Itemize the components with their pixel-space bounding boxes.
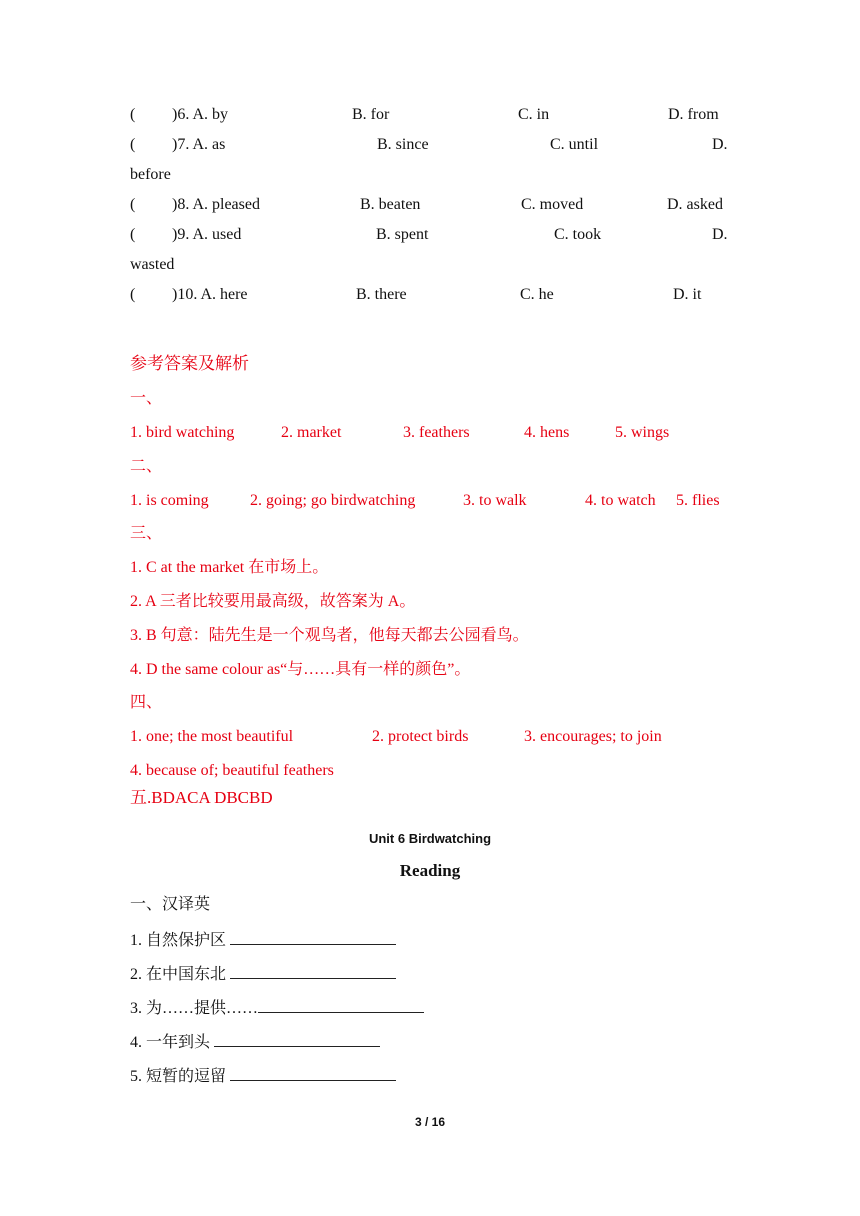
answer-item: 2. going; go birdwatching [250,492,416,509]
option-d: D. it [673,286,702,303]
option-d: D. [712,226,728,243]
answer-item: 2. protect birds [372,728,469,745]
answer-item: 1. bird watching [130,424,235,441]
answers-section-2-label: 二、 [130,458,163,475]
question-stem: )10. A. here [172,286,248,303]
answers-section-4-label: 四、 [130,694,163,711]
exercise-item [130,1031,380,1053]
exercise-prompt: 4. 一年到头 [130,1034,211,1051]
answer-item: 5. wings [615,424,670,441]
option-b: B. beaten [360,196,421,213]
option-b: B. for [352,106,390,123]
option-b: B. there [356,286,407,303]
exercise-item [130,997,424,1019]
answer-explanation: 1. C at the market 在市场上。 [130,559,329,576]
answer-item: 2. market [281,424,342,441]
answer-item: 3. to walk [463,492,527,509]
answer-item: 1. is coming [130,492,209,509]
option-d: D. from [668,106,719,123]
answers-section-5: 五.BDACA DBCBD [130,788,273,807]
exercise-item [130,1065,396,1087]
exercise-item [130,929,396,951]
question-stem: )7. A. as [172,136,226,153]
answer-explanation: 3. B 句意：陆先生是一个观鸟者，他每天都去公园看鸟。 [130,627,529,644]
question-stem: )8. A. pleased [172,196,260,213]
answer-item: 5. flies [676,492,720,509]
question-stem: )9. A. used [172,226,242,243]
answer-paren: ( [130,136,136,153]
exercise-prompt: 1. 自然保护区 [130,932,227,949]
option-b: B. spent [376,226,429,243]
answer-blank[interactable] [258,997,424,1013]
section-title: Reading [399,861,461,880]
answer-paren: ( [130,286,136,303]
option-d-text: before [130,166,171,183]
option-b: B. since [377,136,429,153]
option-d: D. [712,136,728,153]
answer-item: 3. feathers [403,424,470,441]
exercise-prompt: 2. 在中国东北 [130,966,227,983]
answer-item: 4. because of; beautiful feathers [130,762,334,779]
answer-blank[interactable] [230,963,396,979]
question-stem: )6. A. by [172,106,228,123]
option-c: C. he [520,286,554,303]
answer-paren: ( [130,226,136,243]
exercise-heading: 一、汉译英 [130,896,211,913]
answer-item: 4. hens [524,424,570,441]
answer-blank[interactable] [214,1031,380,1047]
option-c: C. took [554,226,602,243]
answer-item: 4. to watch [585,492,656,509]
option-c: C. moved [521,196,584,213]
exercise-prompt: 5. 短暂的逗留 [130,1068,227,1085]
answer-blank[interactable] [230,929,396,945]
option-c: C. in [518,106,550,123]
answer-explanation: 2. A 三者比较要用最高级，故答案为 A。 [130,593,416,610]
answer-paren: ( [130,106,136,123]
option-c: C. until [550,136,599,153]
answer-blank[interactable] [230,1065,396,1081]
answers-section-1-label: 一、 [130,390,163,407]
option-d: D. asked [667,196,723,213]
answers-title: 参考答案及解析 [130,354,249,373]
unit-title: Unit 6 Birdwatching [368,831,492,846]
answer-item: 3. encourages; to join [524,728,662,745]
answers-section-3-label: 三、 [130,525,163,542]
answer-item: 1. one; the most beautiful [130,728,294,745]
page-number: 3 / 16 [414,1115,446,1129]
answer-explanation: 4. D the same colour as“与……具有一样的颜色”。 [130,661,471,678]
answer-paren: ( [130,196,136,213]
exercise-item [130,963,396,985]
option-d-text: wasted [130,256,175,273]
exercise-prompt: 3. 为……提供…… [130,1000,259,1017]
